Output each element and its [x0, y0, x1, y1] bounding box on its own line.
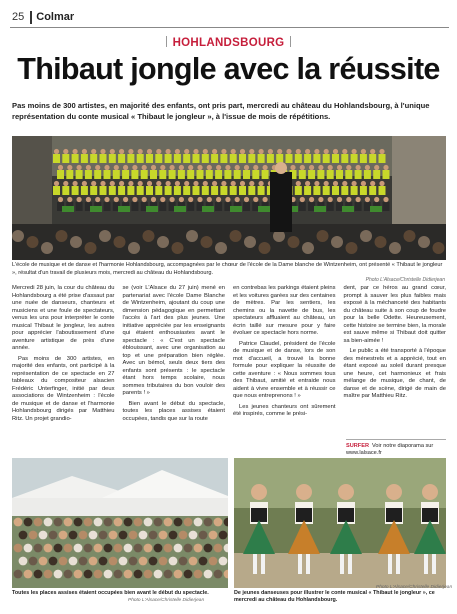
paragraph: Pas moins de 300 artistes, en majorité des enfants, ont participé à la représentation de ce spectacle en 27 tableaux du compositeur alsacien Frédéric Unterfinger, initié par deux associations de Wintzenheim : l'école de musique et de danse et l'harmonie Hohlandsbourg dirigés par Matthieu Ritz. Un projet grandio- — [12, 355, 115, 422]
audience-photo — [12, 458, 228, 588]
kicker — [0, 36, 457, 49]
article-column-2 — [123, 285, 226, 426]
dancers-photo-caption: De jeunes danseuses pour illustrer le conte musical « Thibaut le jongleur », ce mercredi au château du Hohlandsbourg. — [234, 590, 435, 603]
section-name: Colmar — [36, 11, 75, 23]
paragraph: Patrice Claudel, président de l'école de musique et de danse, lors de son mot d'accueil, a trouvé la bonne formule pour expliquer la réussite de cette aventure : « Nous sommes tous des Thibaut, amitié et entraide nous aident à vivre ensemble et à réussir ce que nous entreprenons ! » — [233, 340, 336, 399]
main-photo-caption: L'école de musique et de danse et l'harmonie Hohlandsbourg, accompagnées par le chœur de l'école de la Dame blanche de Wintzenheim, ont présenté « Thibaut le jongleur », résultat d'un travail de plusieurs mois, mercredi au château du Hohlandsbourg. — [12, 262, 443, 276]
main-photo — [12, 136, 446, 260]
headline: Thibaut jongle avec la réussite — [17, 52, 440, 86]
article-column-4 — [344, 285, 447, 426]
article-body — [12, 285, 446, 426]
surfer-link[interactable]: Voir notre diaporama sur www.lalsace.fr — [346, 443, 434, 456]
surfer-label: SURFER — [346, 443, 369, 449]
paragraph: dent, par ce héros au grand cœur, prompt à sauver les plus faibles mais exposé à la méchanceté des habitants du château suite à son coup de foudre pour la belle Odette. Heureusement, cette histoire se termine bien, la morale est sauve même si Thibaut doit quitter sa bien-aimée ! — [343, 285, 446, 344]
surfer-box — [346, 439, 446, 457]
kicker-text: HOHLANDSBOURG — [172, 37, 285, 49]
kicker-bar-right — [290, 36, 291, 47]
paragraph: Bien avant le début du spectacle, toutes les places assises étaient occupées, tandis que sur la route — [122, 400, 225, 422]
paragraph: Les jeunes chanteurs ont sûrement été inspirés, comme le prési- — [233, 403, 336, 417]
article-column-3 — [233, 285, 336, 426]
paragraph: se (voir L'Alsace du 27 juin) mené en partenariat avec l'école Dame Blanche de Wintzenheim, ajoutant du coup une dimension pédagogique en permettant l'accès à l'art des plus jeunes. Une initiative appréciée par les enseignants qui étaient enthousiastes avant le spectacle : « C'est un spectacle éblouissant, avec une organisation au top et une préparation bien réglée. Avec un bémol, seuls deux tiers des enfants sont présents : le spectacle étant hors temps scolaire, nous sommes tributaires du bon vouloir des parents ! » — [122, 285, 225, 396]
page-header — [12, 8, 74, 26]
audience-photo-caption: Toutes les places assises étaient occupées bien avant le début du spectacle. — [12, 590, 209, 596]
dancers-photo-credit: Photo L'Alsace/Christelle Didierjean — [376, 585, 453, 590]
kicker-bar-left — [166, 36, 167, 47]
paragraph: en contrebas les parkings étaient pleins et les voitures garées sur des centaines de mètres. Par les sentiers, les chemins ou la navette de bus, les spectateurs affluaient au château, un écrin taillé sur mesure pour y faire évoluer ce spectacle hors norme. — [233, 285, 336, 336]
header-separator — [30, 11, 32, 24]
main-photo-credit: Photo L'Alsace/Christelle Didierjean — [365, 277, 445, 283]
audience-photo-credit: Photo L'Alsace/Christelle Didierjean — [128, 598, 205, 603]
lead-paragraph: Pas moins de 300 artistes, en majorité des enfants, ont pris part, mercredi au château du Hohlandsbourg, à l'unique représentation du conte musical « Thibaut le jongleur », à l'issue de mois de répétitions. — [12, 101, 430, 121]
dancers-photo — [234, 458, 446, 588]
paragraph: Le public a été transporté à l'époque des ménestrels et a apprécié, tout en étant exposé au soleil durant presque une heure, cet harmonieux et frais mélange de musique, de chant, de danse et de scène, dirigé de main de maître par Matthieu Ritz. — [343, 348, 446, 399]
article-column-1 — [12, 285, 115, 426]
header-rule — [10, 27, 449, 28]
page-number: 25 — [12, 11, 25, 23]
paragraph: Mercredi 28 juin, la cour du château du Hohlandsbourg a été prise d'assaut par une nuée de danseurs, chanteurs et musiciens et une foule de spectateurs, venus les uns pour interpréter le conte musical Thibaut le jongleur, les autres pour apprécier l'aboutissement d'une aventure artistique de près d'une année. — [12, 285, 115, 351]
